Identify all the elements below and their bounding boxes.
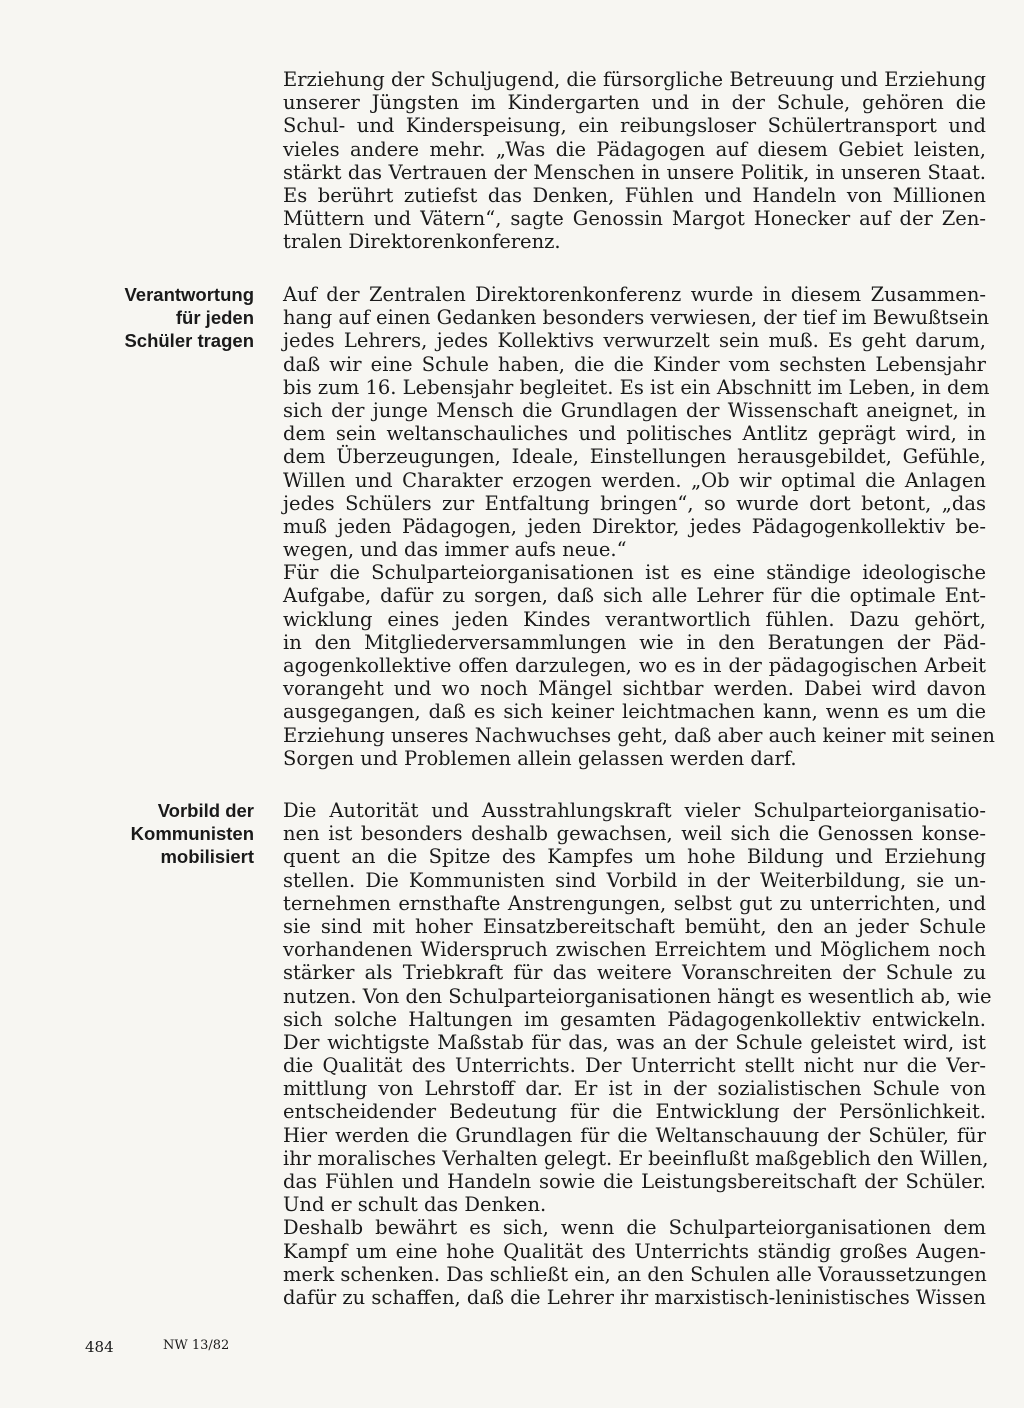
text-line: agogenkollektive offen darzulegen, wo es in der pädagogischen Arbeit (283, 654, 986, 677)
heading-line: Vorbild der (157, 800, 254, 821)
text-line: bis zum 16. Lebensjahr begleitet. Es ist ein Abschnitt im Leben, in dem (283, 375, 990, 399)
text-line: Kampf um eine hohe Qualität des Unterrichts ständig großes Augen- (283, 1239, 986, 1263)
text-line: Erziehung der Schuljugend, die fürsorgliche Betreuung und Erziehung (283, 68, 986, 91)
text-line: muß jeden Pädagogen, jeden Direktor, jedes Pädagogenkollektiv be- (283, 514, 986, 538)
text-line: Aufgabe, dafür zu sorgen, daß sich alle Lehrer für die optimale Ent- (283, 584, 986, 608)
text-line: vorhandenen Widerspruch zwischen Erreichtem und Möglichem noch (283, 938, 986, 962)
paragraph-block-2 (283, 283, 995, 770)
text-line: Auf der Zentralen Direktorenkonferenz wurde in diesem Zusammen- (283, 283, 986, 306)
text-line: merk schenken. Das schließt ein, an den Schulen alle Voraussetzungen (283, 1262, 987, 1286)
text-line: stellen. Die Kommunisten sind Vorbild in der Weiterbildung, sie un- (283, 868, 986, 892)
text-line: Der wichtigste Maßstab für das, was an der Schule geleistet wird, ist (283, 1030, 986, 1054)
text-line: ausgegangen, daß es sich keiner leichtmachen kann, wenn es um die (283, 700, 986, 724)
text-line: die Qualität des Unterrichts. Der Unterricht stellt nicht nur die Ver- (283, 1054, 986, 1078)
text-line: Die Autorität und Ausstrahlungskraft vieler Schulparteiorganisatio- (283, 799, 986, 822)
text-line: das Fühlen und Handeln sowie die Leistungsbereitschaft der Schüler. (283, 1170, 986, 1193)
text-line: entscheidender Bedeutung für die Entwicklung der Persönlichkeit. (283, 1100, 986, 1124)
issue-label: NW 13/82 (163, 1338, 230, 1353)
text-line: ternehmen ernsthafte Anstrengungen, selbst gut zu unterrichten, und (283, 891, 986, 915)
text-line: sie sind mit hoher Einsatzbereitschaft bemüht, den an jeder Schule (283, 914, 986, 938)
heading-line: mobilisiert (160, 846, 254, 867)
margin-heading-vorbild (131, 799, 254, 868)
text-line: Es berührt zutiefst das Denken, Fühlen und Handeln von Millionen (283, 183, 986, 207)
text-line: Erziehung unseres Nachwuchses geht, daß aber auch keiner mit seinen (283, 723, 995, 747)
text-line: Hier werden die Grundlagen für die Weltanschauung der Schüler, für (283, 1123, 986, 1147)
paragraph-block-1 (283, 68, 986, 254)
page-number: 484 (85, 1338, 114, 1356)
text-line: daß wir eine Schule haben, die die Kinder vom sechsten Lebensjahr (283, 352, 986, 376)
text-line: Müttern und Vätern“, sagte Genossin Margot Honecker auf der Zen- (283, 207, 986, 231)
text-line: tralen Direktorenkonferenz. (283, 230, 561, 254)
text-line: dem Überzeugungen, Ideale, Einstellungen herausgebildet, Gefühle, (283, 445, 986, 469)
text-line: Sorgen und Problemen allein gelassen werden darf. (283, 746, 797, 770)
text-line: jedes Lehrers, jedes Kollektivs verwurzelt sein muß. Es geht darum, (283, 329, 986, 353)
text-line: Für die Schulparteiorganisationen ist es eine ständige ideologische (283, 561, 986, 585)
text-line: unserer Jüngsten im Kindergarten und in der Schule, gehören die (283, 91, 986, 115)
text-line: sich der junge Mensch die Grundlagen der Wissenschaft aneignet, in (283, 398, 986, 422)
heading-line: Schüler tragen (124, 330, 254, 351)
text-line: wegen, und das immer aufs neue.“ (283, 538, 627, 562)
text-line: nutzen. Von den Schulparteiorganisationen hängt es wesentlich ab, wie (283, 984, 992, 1008)
text-line: stärker als Triebkraft für das weitere Voranschreiten der Schule zu (283, 961, 986, 985)
text-line: Schul- und Kinderspeisung, ein reibungsloser Schülertransport und (283, 114, 986, 138)
heading-line: Verantwortung (124, 284, 254, 305)
text-line: Deshalb bewährt es sich, wenn die Schulparteiorganisationen dem (283, 1216, 986, 1240)
text-line: jedes Schülers zur Entfaltung bringen“, so wurde dort betont, „das (283, 491, 986, 515)
heading-line: für jeden (175, 307, 254, 328)
text-line: in den Mitgliederversammlungen wie in den Beratungen der Päd- (283, 630, 986, 654)
text-line: stärkt das Vertrauen der Menschen in unsere Politik, in unseren Staat. (283, 160, 986, 184)
text-line: sich solche Haltungen im gesamten Pädagogenkollektiv entwickeln. (283, 1007, 986, 1031)
text-line: nen ist besonders deshalb gewachsen, weil sich die Genossen konse- (283, 822, 986, 846)
text-line: vorangeht und wo noch Mängel sichtbar werden. Dabei wird davon (283, 677, 986, 701)
text-line: dafür zu schaffen, daß die Lehrer ihr marxistisch-leninistisches Wissen (283, 1285, 986, 1309)
text-line: Und er schult das Denken. (283, 1193, 547, 1217)
paragraph-block-3 (283, 799, 992, 1309)
text-line: dem sein weltanschauliches und politisches Antlitz geprägt wird, in (283, 422, 986, 446)
text-line: wicklung eines jeden Kindes verantwortlich fühlen. Dazu gehört, (283, 607, 986, 631)
heading-line: Kommunisten (130, 823, 254, 844)
text-line: Willen und Charakter erzogen werden. „Ob wir optimal die Anlagen (283, 468, 986, 492)
text-line: vieles andere mehr. „Was die Pädagogen auf diesem Gebiet leisten, (283, 137, 986, 161)
text-line: ihr moralisches Verhalten gelegt. Er beeinflußt maßgeblich den Willen, (283, 1146, 989, 1170)
margin-heading-verantwortung (124, 283, 254, 352)
text-line: mittlung von Lehrstoff dar. Er ist in der sozialistischen Schule von (283, 1077, 986, 1101)
text-line: hang auf einen Gedanken besonders verwiesen, der tief im Bewußtsein (283, 306, 990, 330)
text-line: quent an die Spitze des Kampfes um hohe Bildung und Erziehung (283, 845, 986, 869)
